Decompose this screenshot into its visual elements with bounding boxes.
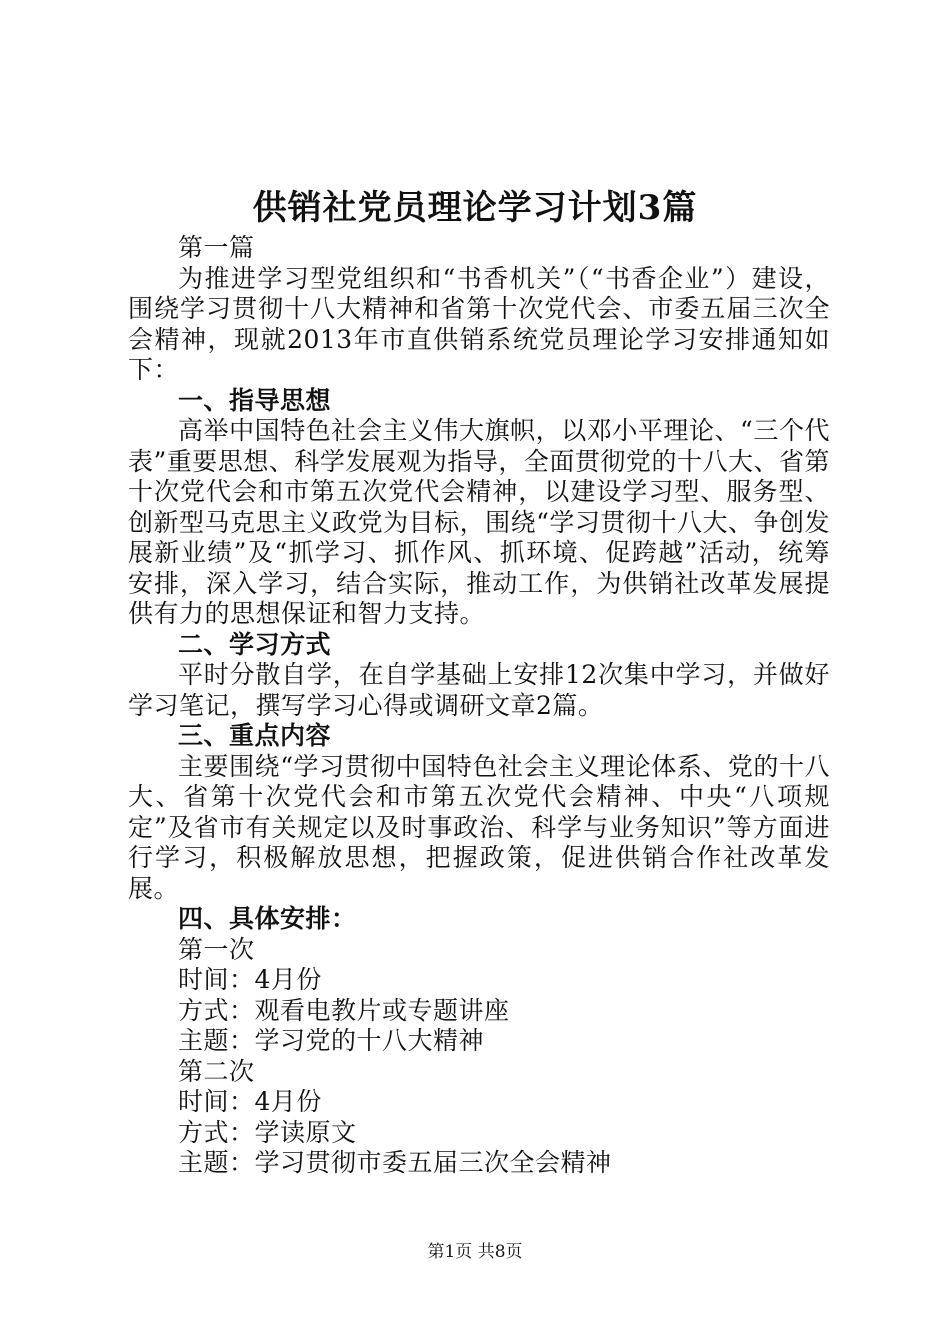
section-heading: 四、具体安排： (178, 904, 357, 933)
body-paragraph: 主题：学习贯彻市委五届三次全会精神 (178, 1148, 612, 1177)
body-paragraph: 时间：4月份 (178, 1087, 322, 1116)
body-paragraph: 方式：观看电教片或专题讲座 (178, 995, 510, 1025)
section-heading: 一、指导思想 (178, 385, 332, 415)
body-paragraph: 高举中国特色社会主义伟大旗帜，以邓小平理论、“三个代表”重要思想、科学发展观为指导，全面贯彻党的十八大、省第十次党代会和市第五次党代会精神，以建设学习型、服务型、创新型马克思主义政党为目标，围绕“学习贯彻十八大、争创发展新业绩”及“抓学习、抓作风、抓环境、促跨越”活动，统筹安排，深入学习，结合实际，推动工作，为供销社改革发展提供有力的思想保证和智力支持。 (128, 416, 830, 628)
page-indicator: 第1页 共8页 (427, 1242, 523, 1262)
section-heading: 三、重点内容 (178, 721, 332, 750)
body-paragraph: 平时分散自学，在自学基础上安排12次集中学习，并做好学习笔记，撰写学习心得或调研文章2篇。 (128, 660, 830, 720)
body-paragraph: 为推进学习型党组织和“书香机关”（“书香企业”）建设，围绕学习贯彻十八大精神和省第十次党代会、市委五届三次全会精神，现就2013年市直供销系统党员理论学习安排通知如下： (128, 263, 830, 384)
body-paragraph: 主题：学习党的十八大精神 (178, 1026, 485, 1055)
body-paragraph: 时间：4月份 (178, 965, 322, 994)
body-paragraph: 主要围绕“学习贯彻中国特色社会主义理论体系、党的十八大、省第十次党代会和市第五次党代会精神、中央“八项规定”及省市有关规定以及时事政治、科学与业务知识”等方面进行学习，积极解放思想，把握政策，促进供销合作社改革发展。 (128, 751, 830, 903)
body-paragraph: 第一次 (178, 934, 255, 964)
document-title: 供销社党员理论学习计划3篇 (252, 188, 698, 228)
body-paragraph: 第二次 (178, 1056, 255, 1086)
body-paragraph: 第一篇 (178, 233, 255, 262)
section-heading: 二、学习方式 (178, 629, 332, 659)
body-paragraph: 方式：学读原文 (178, 1117, 357, 1147)
document-body (128, 233, 830, 1179)
